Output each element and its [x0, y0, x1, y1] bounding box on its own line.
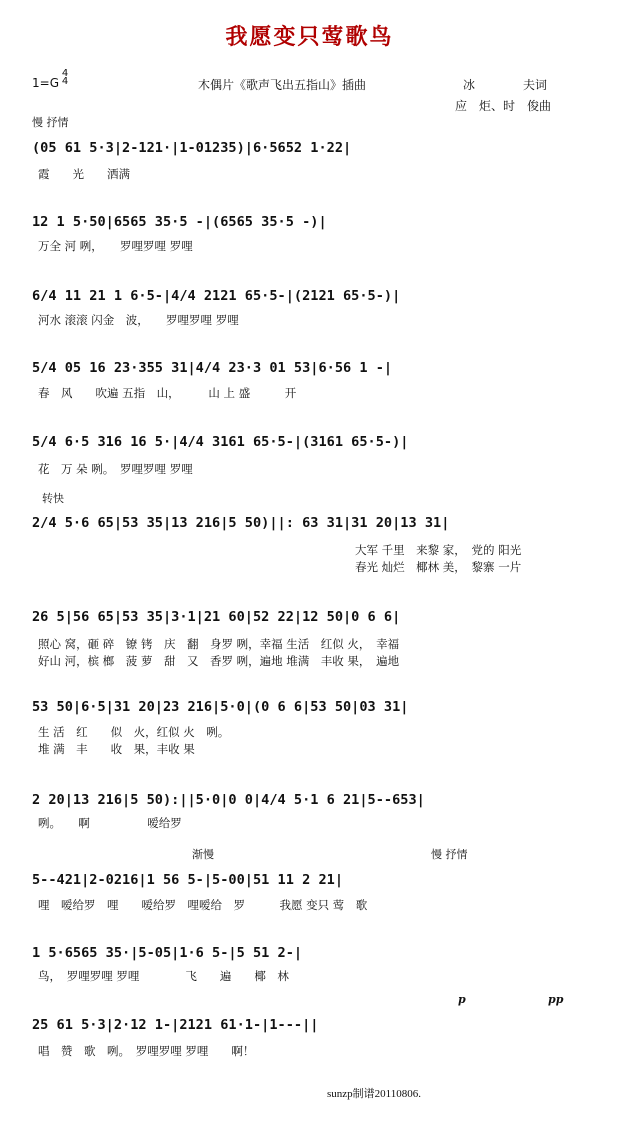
dynamic-mark: pp: [548, 993, 564, 1006]
notation-line: 2/4 5·6 65|53 35|13 216|5 50)||: 63 31|31 20|13 31|: [32, 515, 450, 531]
song-title: 我愿变只莺歌鸟: [225, 24, 394, 50]
tempo-intro: 慢 抒情: [32, 116, 69, 129]
composer-credit: 应 炬、时 俊曲: [455, 99, 552, 113]
lyric-line: 春 风 吹遍 五指 山， 山 上 盛 开: [38, 386, 297, 400]
lyric-line: 鸟， 罗哩罗哩 罗哩 飞 遍 椰 林: [38, 969, 289, 983]
notation-line: 26 5|56 65|53 35|3·1|21 60|52 22|12 50|0 6 6|: [32, 609, 401, 625]
lyric-line: 堆 满 丰 收 果，丰收 果: [38, 742, 195, 756]
lyric-line: 唱 赞 歌 咧。 罗哩罗哩 罗哩 啊！: [38, 1044, 255, 1058]
key-label: 1=G: [32, 76, 59, 90]
notation-line: 53 50|6·5|31 20|23 216|5·0|(0 6 6|53 50|03 31|: [32, 699, 409, 715]
lyric-line: 花 万 朵 咧。 罗哩罗哩 罗哩: [38, 462, 193, 476]
lyric-line: 霞 光 洒满: [38, 167, 130, 181]
lyric-line: 万全 河 咧， 罗哩罗哩 罗哩: [38, 239, 193, 253]
notation-line: (05 61 5·3|2-121·|1-01235)|6·5652 1·22|: [32, 140, 352, 156]
lyric-line: 照心 窝，砸 碎 镣 铐 庆 翻 身罗 咧，幸福 生活 红似 火， 幸福: [38, 637, 400, 651]
notation-line: 5/4 05 16 23·355 31|4/4 23·3 01 53|6·56 1 -|: [32, 360, 393, 376]
tempo-gradual-slow: 渐慢: [192, 848, 214, 861]
lyric-line: 好山 河，槟 榔 菠 萝 甜 又 香罗 咧，遍地 堆满 丰收 果， 遍地: [38, 654, 400, 668]
lyricist-credit: 冰 夫词: [463, 78, 548, 92]
lyric-line: 大军 千里 来黎 家， 党的 阳光: [355, 543, 522, 557]
notation-line: 12 1 5·50|6565 35·5 -|(6565 35·5 -)|: [32, 214, 327, 230]
notation-line: 1 5·6565 35·|5-05|1·6 5-|5 51 2-|: [32, 945, 303, 961]
notation-line: 6/4 11 21 1 6·5-|4/4 2121 65·5-|(2121 65·5-)|: [32, 288, 401, 304]
time-numerator: 4: [61, 68, 69, 79]
notation-line: 5--421|2-0216|1 56 5-|5-00|51 11 2 21|: [32, 872, 343, 888]
lyric-line: 春光 灿烂 椰林 美， 黎寨 一片: [355, 560, 522, 574]
notation-line: 2 20|13 216|5 50):||5·0|0 0|4/4 5·1 6 21|5--653|: [32, 792, 425, 808]
time-denominator: 4: [61, 76, 69, 87]
notation-line: 25 61 5·3|2·12 1-|2121 61·1-|1---||: [32, 1017, 319, 1033]
lyric-line: 哩 嗳给罗 哩 嗳给罗 哩嗳给 罗 我愿 变只 莺 歌: [38, 898, 368, 912]
lyric-line: 河水 滚滚 闪金 波， 罗哩罗哩 罗哩: [38, 313, 239, 327]
tempo-slow-lyrical: 慢 抒情: [431, 848, 468, 861]
transcriber-footer: sunzp制谱20110806.: [327, 1088, 422, 1100]
lyric-line: 咧。 啊 嗳给罗: [38, 816, 182, 830]
source-credit: 木偶片《歌声飞出五指山》插曲: [198, 78, 367, 92]
lyric-line: 生 活 红 似 火，红似 火 咧。: [38, 725, 230, 739]
tempo-faster: 转快: [42, 492, 64, 505]
notation-line: 5/4 6·5 316 16 5·|4/4 3161 65·5-|(3161 65·5-)|: [32, 434, 409, 450]
dynamic-mark: p: [458, 993, 466, 1006]
